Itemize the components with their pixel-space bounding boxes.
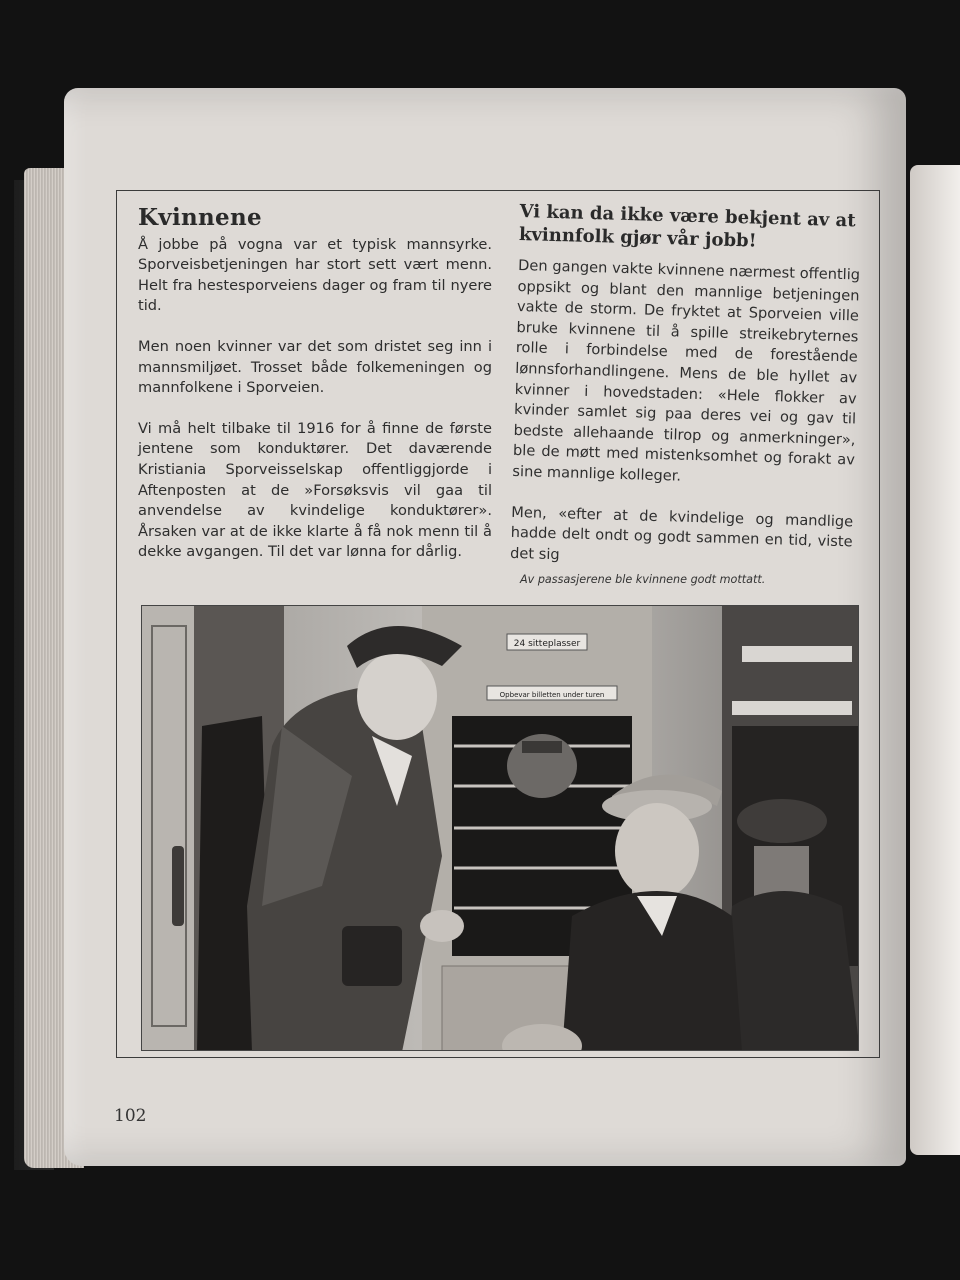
paragraph: Men, «efter at de kvindelige og mandlige hadde delt ondt og godt sammen en tid, viste det sig xyxy=(509,503,854,563)
paragraph: Den gangen vakte kvinnene nærmest offentlig oppsikt og blant den mannlige betjeningen vakte de storm. De fryktet at Sporveien ville bruke kvinnene til å spille streikebryternes rolle i forbindelse med de forestående lønnsforhandlingene. Mens de ble hyllet av kvinner i hovedstaden: «Hele flokker av kvinder samlet sig paa deres vei og gav til bedste allehaande tilrop og anmerkninger», ble de møtt med mistenksomhet og forakt av sine mannlige kolleger. xyxy=(512,256,861,485)
section-heading: Kvinnene xyxy=(138,204,262,231)
article-heading: Vi kan da ikke være bekjent av at kvinnfolk gjør vår jobb! xyxy=(518,200,856,252)
right-column xyxy=(509,200,862,594)
left-column xyxy=(138,204,492,583)
ticket-sign-text: Opbevar billetten under turen xyxy=(499,691,605,699)
page-number: 102 xyxy=(114,1106,147,1126)
facing-page-edge xyxy=(910,165,960,1155)
paragraph: Vi må helt tilbake til 1916 for å finne de første jentene som konduktører. Det daværende Kristiania Sporveisselskap offentliggjorde i Aftenposten at de »Forsøksvis vil gaa til anvendelse av kvindelige konduktører». Årsaken var at de ikke klarte å få nok menn til å dekke avgangen. Til det var lønna for dårlig. xyxy=(138,419,492,561)
paragraph: Å jobbe på vogna var et typisk mannsyrke. Sporveisbetjeningen har stort sett vært menn. Helt fra hestesporveiens dager og fram til nyere tid. xyxy=(138,235,492,315)
paragraph: Men noen kvinner var det som dristet seg inn i mannsmiljøet. Trosset både folkemeningen og mannfolkene i Sporveien. xyxy=(138,337,492,397)
tram-photo xyxy=(141,605,859,1051)
photo-caption: Av passasjerene ble kvinnene godt mottatt. xyxy=(520,573,766,586)
tram-photo-illustration xyxy=(142,606,859,1051)
seats-sign-text: 24 sitteplasser xyxy=(513,639,581,649)
